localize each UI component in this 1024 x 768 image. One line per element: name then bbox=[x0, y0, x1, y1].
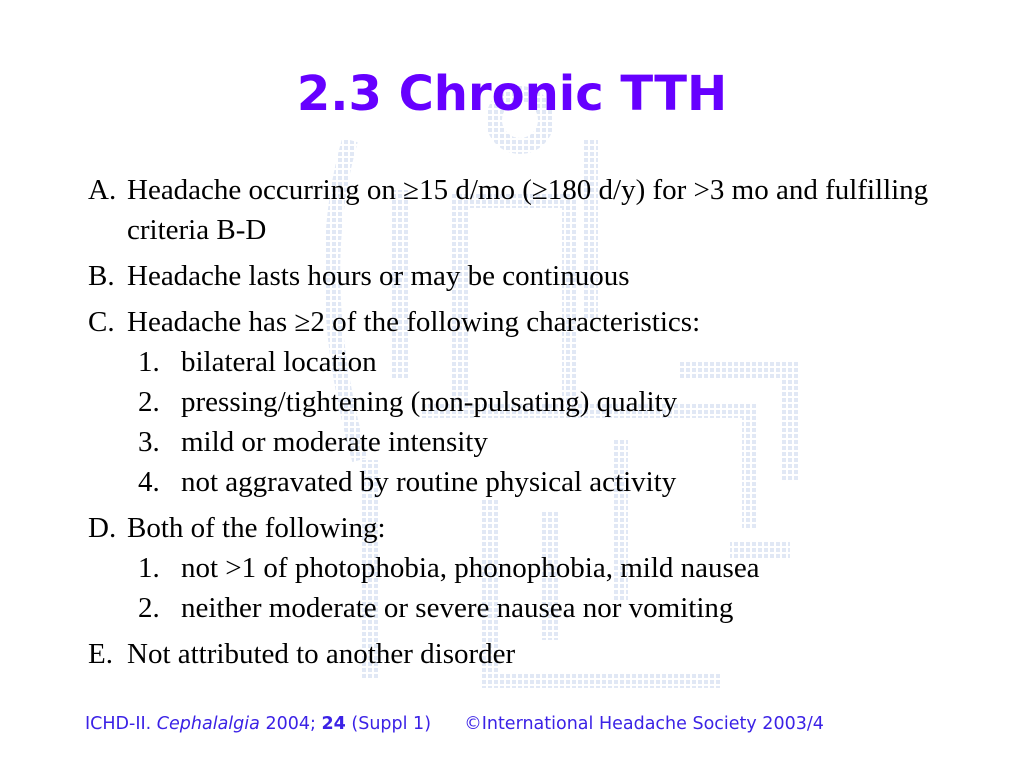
subcriterion bbox=[88, 548, 988, 588]
subcriterion-number: 4. bbox=[138, 466, 160, 498]
subcriterion-text: not >1 of photophobia, phonophobia, mild nausea bbox=[181, 552, 760, 584]
criterion-text: Not attributed to another disorder bbox=[127, 638, 516, 670]
subcriterion-text: neither moderate or severe nausea nor vomiting bbox=[181, 592, 734, 624]
criterion-b bbox=[88, 256, 988, 296]
subcriterion-text: mild or moderate intensity bbox=[181, 426, 488, 458]
footer-volume: 24 bbox=[321, 714, 346, 734]
subcriterion-number: 2. bbox=[138, 386, 160, 418]
criterion-e bbox=[88, 634, 988, 674]
subcriterion-number: 1. bbox=[138, 552, 160, 584]
criterion-letter: B. bbox=[88, 260, 115, 292]
slide-title: 2.3 Chronic TTH bbox=[296, 66, 728, 122]
footer-year: 2004; bbox=[265, 714, 316, 734]
criterion-text: Headache occurring on ≥15 d/mo (≥180 d/y) for >3 mo and fulfilling criteria B-D bbox=[127, 174, 929, 246]
citation-footer bbox=[85, 714, 824, 734]
criterion-a bbox=[88, 170, 988, 250]
criterion-text: Headache has ≥2 of the following characteristics: bbox=[127, 306, 701, 338]
footer-source: ICHD-II. bbox=[85, 714, 152, 734]
subcriterion bbox=[88, 342, 988, 382]
subcriterion bbox=[88, 422, 988, 462]
criterion-text: Both of the following: bbox=[127, 512, 386, 544]
subcriterion-text: bilateral location bbox=[181, 346, 377, 378]
subcriterion-number: 3. bbox=[138, 426, 160, 458]
subcriterion bbox=[88, 588, 988, 628]
subcriterion-number: 2. bbox=[138, 592, 160, 624]
footer-copyright: ©International Headache Society 2003/4 bbox=[464, 714, 824, 734]
subcriterion-text: pressing/tightening (non-pulsating) quality bbox=[181, 386, 678, 418]
footer-suppl: (Suppl 1) bbox=[351, 714, 432, 734]
criterion-letter: A. bbox=[88, 174, 117, 206]
criterion-d bbox=[88, 508, 988, 548]
criteria-list bbox=[88, 170, 988, 680]
subcriterion bbox=[88, 382, 988, 422]
criterion-c bbox=[88, 302, 988, 342]
criterion-letter: C. bbox=[88, 306, 115, 338]
criterion-letter: D. bbox=[88, 512, 117, 544]
subcriterion bbox=[88, 462, 988, 502]
subcriterion-number: 1. bbox=[138, 346, 160, 378]
subcriterion-text: not aggravated by routine physical activity bbox=[181, 466, 677, 498]
criterion-text: Headache lasts hours or may be continuous bbox=[127, 260, 630, 292]
footer-journal: Cephalalgia bbox=[156, 714, 260, 734]
criterion-letter: E. bbox=[88, 638, 113, 670]
